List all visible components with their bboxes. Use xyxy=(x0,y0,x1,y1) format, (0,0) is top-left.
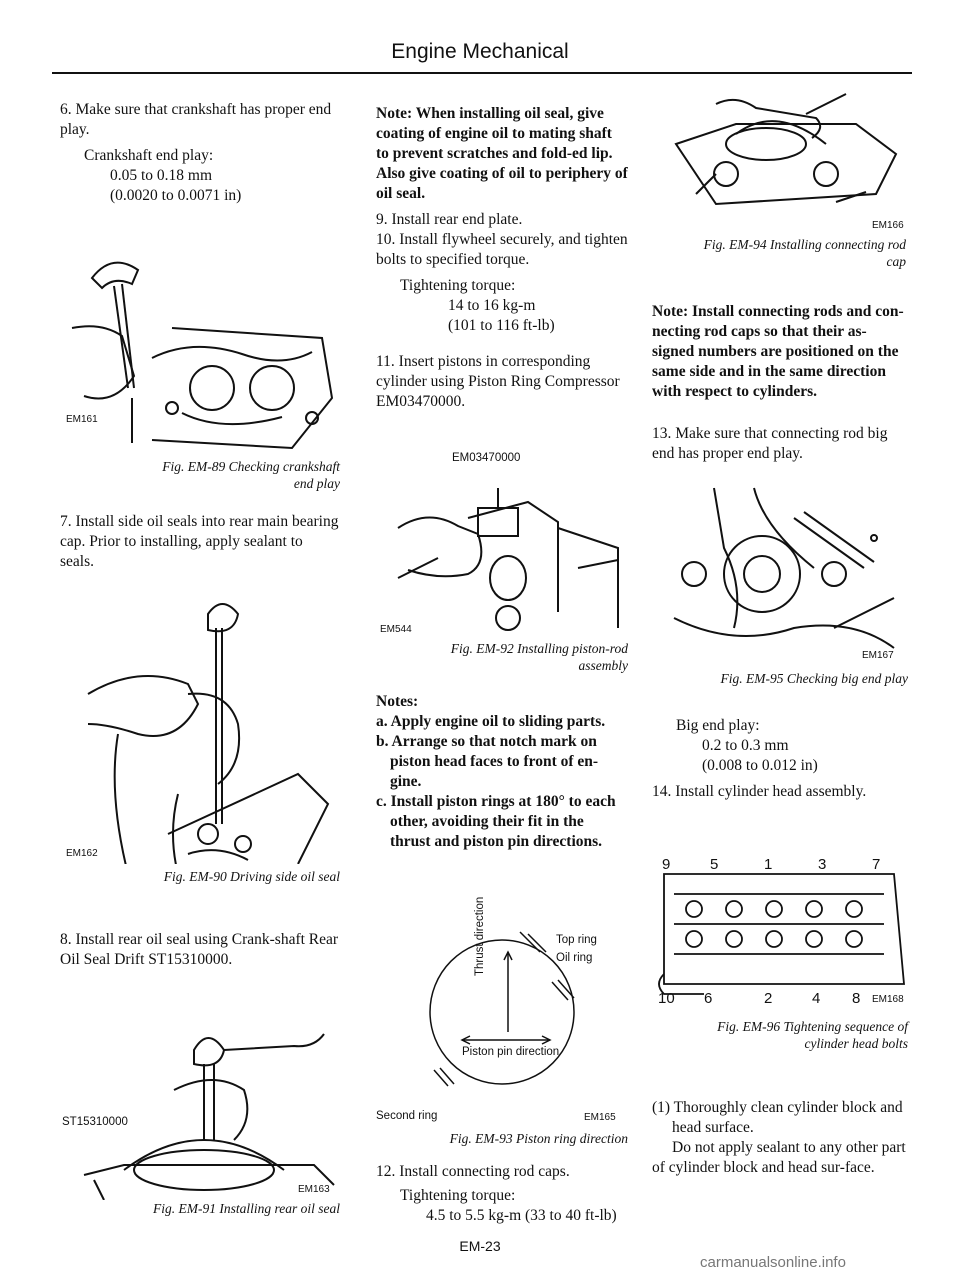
step-12: 12. Install connecting rod caps. Tightening torque: 4.5 to 5.5 kg-m (33 to 40 ft-lb) xyxy=(376,1163,617,1224)
step-8: 8. Install rear oil seal using Crank-shaft Rear Oil Seal Drift ST15310000. xyxy=(60,931,339,968)
bolt-number: 6 xyxy=(704,990,713,1007)
header-rule xyxy=(52,72,912,74)
bolt-number: 4 xyxy=(812,990,821,1007)
figure-em90-caption: Fig. EM-90 Driving side oil seal xyxy=(163,869,340,884)
label-second-ring: Second ring xyxy=(376,1110,438,1122)
note-oil-seal: Note: When installing oil seal, give coating of engine oil to mating shaft to prevent scratches and fold-ed lip. Also give coating of oil to periphery of oil seal. xyxy=(376,105,628,202)
figure-em89 xyxy=(62,238,342,450)
figure-em95-code: EM167 xyxy=(862,650,894,661)
figure-em91-caption: Fig. EM-91 Installing rear oil seal xyxy=(153,1201,340,1216)
bolt-number: 10 xyxy=(658,990,675,1007)
step-13-spec: Big end play: 0.2 to 0.3 mm (0.008 to 0.012 in) 14. Install cylinder head assembly. xyxy=(652,717,867,800)
figure-em91 xyxy=(64,1000,344,1200)
crankshaft-end-play-illustration xyxy=(62,238,342,450)
figure-em96-code: EM168 xyxy=(872,994,904,1005)
figure-em92-tool-label: EM03470000 xyxy=(452,452,521,464)
figure-em91-code: EM163 xyxy=(298,1184,330,1195)
installing-connecting-rod-cap-illustration xyxy=(656,84,906,224)
label-thrust-direction: Thrust direction xyxy=(474,896,486,976)
figure-em90 xyxy=(68,584,338,864)
bolt-number: 7 xyxy=(872,856,881,873)
figure-em95 xyxy=(654,478,908,668)
installing-rear-oil-seal-illustration xyxy=(64,1000,344,1200)
bolt-number: 1 xyxy=(764,856,773,873)
step-11: 11. Insert pistons in corresponding cylinder using Piston Ring Compressor EM03470000. xyxy=(376,353,620,410)
bolt-number: 5 xyxy=(710,856,719,873)
figure-em95-caption: Fig. EM-95 Checking big end play xyxy=(720,671,908,686)
figure-em94 xyxy=(656,84,906,224)
bolt-number: 8 xyxy=(852,990,861,1007)
figure-em93 xyxy=(400,922,620,1102)
piston-ring-direction-diagram xyxy=(400,922,620,1102)
figure-em89-code: EM161 xyxy=(66,414,98,425)
bolt-number: 3 xyxy=(818,856,827,873)
watermark: carmanualsonline.info xyxy=(700,1254,846,1271)
figure-em94-caption: Fig. EM-94 Installing connecting rod cap xyxy=(703,237,906,269)
step-7: 7. Install side oil seals into rear main bearing cap. Prior to installing, apply sealant to seals. xyxy=(60,513,339,570)
page-header: Engine Mechanical xyxy=(391,40,569,63)
figure-em93-caption: Fig. EM-93 Piston ring direction xyxy=(449,1131,628,1146)
bolt-number: 9 xyxy=(662,856,671,873)
notes-piston: Notes: a. Apply engine oil to sliding parts. b. Arrange so that notch mark on piston head faces to front of en-gine. c. Install piston rings at 180° to each other, avoiding their fit in the thrust and piston pin directions. xyxy=(376,693,616,850)
figure-em91-tool-label: ST15310000 xyxy=(62,1116,128,1128)
piston-rod-assembly-illustration xyxy=(378,468,628,638)
figure-em96 xyxy=(654,834,908,1014)
page-number: EM-23 xyxy=(459,1238,501,1254)
checking-big-end-play-illustration xyxy=(654,478,908,668)
figure-em90-code: EM162 xyxy=(66,848,98,859)
step-13: 13. Make sure that connecting rod big end has proper end play. xyxy=(652,425,888,462)
label-top-ring: Top ring xyxy=(556,934,597,946)
figure-em92-code: EM544 xyxy=(380,624,412,635)
step-14-1: (1) Thoroughly clean cylinder block and head surface. Do not apply sealant to any other part of cylinder block and head sur-face. xyxy=(652,1099,906,1176)
step-6: 6. Make sure that crankshaft has proper end play. Crankshaft end play: 0.05 to 0.18 mm (0.0020 to 0.0071 in) xyxy=(60,101,332,204)
driving-side-oil-seal-illustration xyxy=(68,584,338,864)
label-oil-ring: Oil ring xyxy=(556,952,593,964)
figure-em94-code: EM166 xyxy=(872,220,904,231)
note-connecting-rods: Note: Install connecting rods and con-necting rod caps so that their as-signed numbers are positioned on the same side and in the same direction with respect to cylinders. xyxy=(652,303,904,400)
bolt-number: 2 xyxy=(764,990,773,1007)
figure-em93-code: EM165 xyxy=(584,1112,616,1123)
figure-em89-caption: Fig. EM-89 Checking crankshaft end play xyxy=(162,459,340,491)
cylinder-head-bolt-sequence-illustration xyxy=(654,834,908,1014)
figure-em92 xyxy=(378,468,628,638)
label-piston-pin-direction: Piston pin direction xyxy=(462,1046,560,1058)
figure-em92-caption: Fig. EM-92 Installing piston-rod assembly xyxy=(450,641,628,673)
figure-em96-caption: Fig. EM-96 Tightening sequence of cylinder head bolts xyxy=(717,1019,908,1051)
steps-9-10: 9. Install rear end plate. 10. Install flywheel securely, and tighten bolts to specified torque. Tightening torque: 14 to 16 kg-m (101 to 116 ft-lb) xyxy=(376,211,628,334)
